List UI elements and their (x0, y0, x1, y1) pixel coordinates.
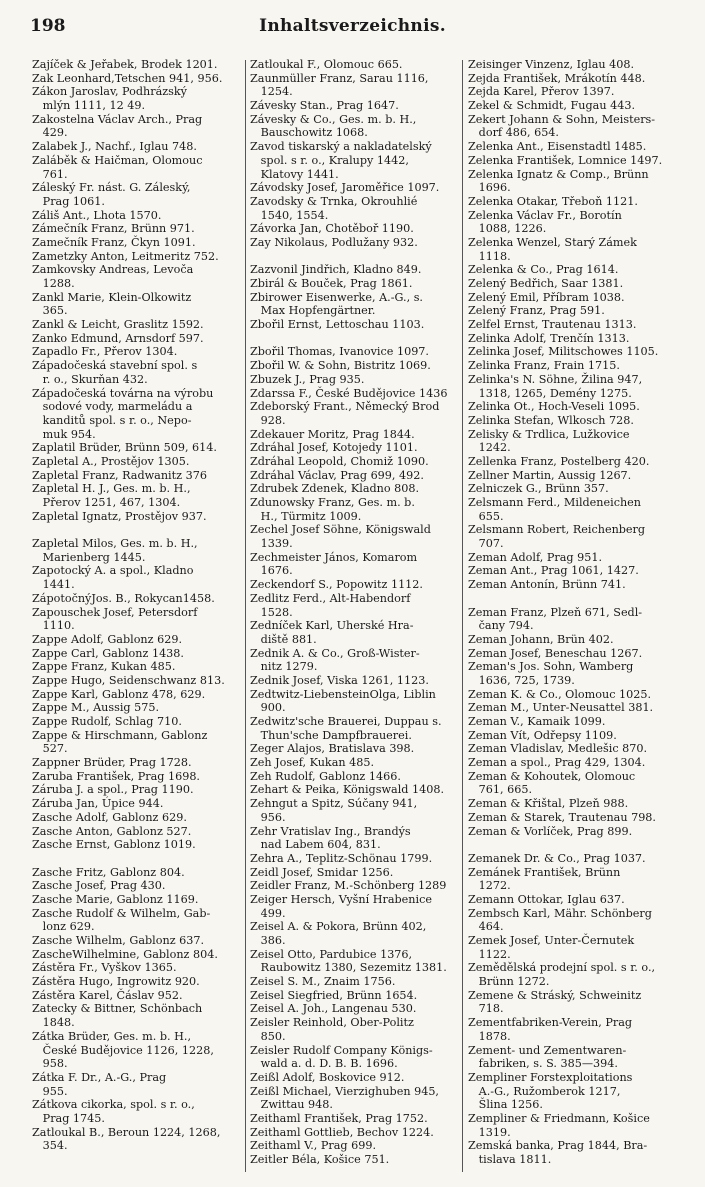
index-entry-line: 707. (468, 537, 504, 551)
index-entry-line: Zedtwitz-LiebensteinOlga, Liblin (250, 687, 436, 701)
index-entry-line: Zelenka Wenzel, Starý Zámek (468, 235, 637, 249)
index-entry-line: Zehra A., Teplitz-Schönau 1799. (250, 851, 433, 865)
index-entry-line: Zelený Bedřich, Saar 1381. (468, 277, 624, 290)
column-divider (245, 60, 246, 1172)
index-entry-line: Přerov 1251, 467, 1304. (32, 496, 181, 509)
index-entry-line (32, 852, 245, 866)
index-entry-line: Zelsmann Robert, Reichenberg (468, 523, 646, 537)
index-entry-line: Zeman Franz, Plzeň 671, Sedl- (468, 605, 643, 619)
index-entry-line: Záruba Jan, Úpice 944. (32, 797, 164, 811)
index-entry-line: Zembsch Karl, Mähr. Schönberg (468, 906, 652, 920)
index-entry-line: Zdekauer Moritz, Prag 1844. (250, 427, 415, 441)
index-entry-line: mlýn 1111, 12 49. (32, 99, 146, 113)
index-entry-line: Zeisel Otto, Pardubice 1376, (250, 947, 413, 961)
index-entry-line: Zasche Rudolf & Wilhelm, Gab- (32, 906, 211, 920)
index-entry-line: Zeman a spol., Prag 429, 1304. (468, 756, 646, 770)
index-entry-line: Zakostelna Václav Arch., Prag (32, 112, 203, 126)
index-entry-line: 1441. (32, 578, 75, 592)
index-entry-line: Zechmeister János, Komarom (250, 550, 418, 564)
index-entry-line: Zeißl Adolf, Boskovice 912. (250, 1070, 405, 1084)
index-entry-line: 429. (32, 126, 68, 140)
index-entry-line: Zalabek J., Nachf., Iglau 748. (32, 140, 197, 154)
index-entry-line: 1339. (250, 537, 293, 551)
index-entry-line: 1676. (250, 564, 293, 578)
index-entry-line: Zappner Brüder, Prag 1728. (32, 756, 192, 770)
index-entry-line: Zdráhal Leopold, Chomiž 1090. (250, 454, 429, 468)
index-entry-line: Zeisler Rudolf Company Königs- (250, 1043, 433, 1057)
index-entry-line: Zapletal Milos, Ges. m. b. H., (32, 537, 198, 551)
index-entry-line: spol. s r. o., Kralupy 1442, (250, 153, 409, 167)
index-entry-line: Zástěra Hugo, Ingrowitz 920. (32, 975, 200, 989)
index-entry-line: fabriken, s. S. 385—394. (468, 1057, 618, 1071)
index-entry-line: Zaunmüller Franz, Sarau 1116, (250, 71, 429, 85)
index-entry-line: čany 794. (468, 619, 534, 633)
index-entry-line: Západočeská stavební spol. s (32, 359, 198, 373)
index-entry-line: Zajíček & Jeřabek, Brodek 1201. (32, 58, 218, 71)
index-entry-line: 958. (32, 1057, 68, 1071)
index-entry-line: Zednik Josef, Viska 1261, 1123. (250, 673, 429, 687)
index-entry-line: Zaláběk & Haičman, Olomouc (32, 153, 203, 167)
index-entry-line: Zeisel A. & Pokora, Brünn 402, (250, 920, 427, 934)
index-entry-line: 761. (32, 167, 68, 181)
index-entry-line: Zdarssa F., České Budějovice 1436 (250, 386, 448, 400)
index-entry-line: Zelenka Ignatz & Comp., Brünn (468, 167, 649, 181)
index-entry-line: Zeithaml František, Prag 1752. (250, 1111, 428, 1125)
index-entry-line: Zeman Antonín, Brünn 741. (468, 578, 626, 592)
index-entry-line: Zelenka Václav Fr., Borotín (468, 208, 622, 222)
index-entry-line: Zbořil Ernst, Lettoschau 1103. (250, 318, 425, 332)
index-column-2 (250, 58, 463, 1167)
index-entry-line: Záruba J. a spol., Prag 1190. (32, 783, 194, 797)
index-entry-line: Zelniczek G., Brünn 357. (468, 482, 609, 496)
index-entry-line: Zappe Karl, Gablonz 478, 629. (32, 687, 206, 701)
index-entry-line: ZascheWilhelmine, Gablonz 804. (32, 947, 218, 961)
index-entry-line: Prag 1745. (32, 1111, 105, 1125)
index-entry-line: Zehngut a Spitz, Súčany 941, (250, 797, 418, 811)
index-entry-line: 1319. (468, 1125, 511, 1139)
index-entry-line: Zbořil Thomas, Ivanovice 1097. (250, 345, 429, 359)
index-entry-line: Zeidl Josef, Smidar 1256. (250, 865, 394, 879)
index-entry-line: 1088, 1226. (468, 222, 547, 236)
index-entry-line: Zelený Emil, Příbram 1038. (468, 290, 625, 304)
index-entry-line: 1696. (468, 181, 511, 195)
index-entry-line: Zechel Josef Söhne, Königswald (250, 523, 431, 537)
index-entry-line: 1878. (468, 1029, 511, 1043)
index-entry-line: Zeman Johann, Brün 402. (468, 632, 614, 646)
index-entry-line: 527. (32, 742, 68, 756)
index-entry-line: Zeman & Starek, Trautenau 798. (468, 810, 656, 824)
index-entry-line: 955. (32, 1084, 68, 1098)
index-entry-line: Západočeská továrna na výrobu (32, 386, 214, 400)
index-entry-line: Zejda František, Mrákotín 448. (468, 71, 646, 85)
index-entry-line: Zempliner Forstexploitations (468, 1070, 633, 1084)
index-entry-line: H., Türmitz 1009. (250, 509, 362, 523)
index-entry-line: Zeman & Kohoutek, Olomouc (468, 769, 636, 783)
index-entry-line: Raubowitz 1380, Sezemitz 1381. (250, 961, 447, 975)
index-entry-line: r. o., Skurňan 432. (32, 372, 148, 386)
index-entry-line: 718. (468, 1002, 504, 1016)
index-entry-line: Zástěra Karel, Čáslav 952. (32, 988, 183, 1002)
index-entry-line: Závesky & Co., Ges. m. b. H., (250, 112, 417, 126)
index-entry-line: 1848. (32, 1016, 75, 1030)
index-entry-line: Zelenka & Co., Prag 1614. (468, 263, 619, 277)
index-entry-line: Zeman M., Unter-Neusattel 381. (468, 701, 654, 715)
index-entry-line: 900. (250, 701, 286, 715)
page-header (0, 0, 705, 46)
index-entry-line: Zátka Brüder, Ges. m. b. H., (32, 1029, 192, 1043)
index-entry-line: Zavod tiskarský a nakladatelský (250, 140, 432, 154)
index-entry-line: Zak Leonhard,Tetschen 941, 956. (32, 71, 223, 85)
index-entry-line: Závodsky Josef, Jaroměřice 1097. (250, 181, 440, 195)
index-entry-line: wald a. d. D. B. B. 1696. (250, 1057, 398, 1071)
index-entry-line: Zeh Josef, Kukan 485. (250, 756, 375, 770)
index-entry-line: Zasche Wilhelm, Gablonz 637. (32, 934, 205, 947)
index-entry-line: Zementfabriken-Verein, Prag (468, 1016, 633, 1030)
index-entry-line: Zelfel Ernst, Trautenau 1313. (468, 318, 637, 332)
index-entry-line (468, 592, 681, 606)
index-entry-line: Zemek Josef, Unter-Černutek (468, 934, 635, 947)
index-entry-line: Zasche Ernst, Gablonz 1019. (32, 838, 196, 852)
index-entry-line: Zaplatil Brüder, Brünn 509, 614. (32, 441, 217, 455)
index-entry-line: Zeisler Reinhold, Ober-Politz (250, 1016, 414, 1030)
index-entry-line: Zátka F. Dr., A.-G., Prag (32, 1070, 167, 1084)
index-entry-line: Zement- und Zementwaren- (468, 1043, 627, 1057)
index-entry-line: Zappe M., Aussig 575. (32, 701, 160, 715)
index-entry-line: Zasche Anton, Gablonz 527. (32, 824, 192, 838)
index-entry-line: Zeman Vladislav, Medlešic 870. (468, 742, 648, 756)
page-title: Inhaltsverzeichnis. (259, 16, 446, 36)
index-entry-line: Zbirower Eisenwerke, A.-G., s. (250, 290, 423, 304)
index-entry-line: Thun'sche Dampfbrauerei. (250, 728, 412, 742)
index-entry-line: Zelinka Ot., Hoch-Veseli 1095. (468, 400, 640, 414)
index-entry-line: tislava 1811. (468, 1153, 552, 1166)
index-entry-line: Zbirál & Bouček, Prag 1861. (250, 277, 413, 290)
page-number: 198 (30, 16, 66, 36)
index-entry-line: Zekert Johann & Sohn, Meisters- (468, 112, 656, 126)
index-entry-line: Zekel & Schmidt, Fugau 443. (468, 99, 636, 113)
index-entry-line: Zapletal Franz, Radwanitz 376 (32, 468, 207, 482)
index-entry-line: Zatecky & Bittner, Schönbach (32, 1002, 203, 1016)
index-entry-line: Zappe Rudolf, Schlag 710. (32, 715, 182, 728)
index-entry-line: Zemanek Dr. & Co., Prag 1037. (468, 851, 646, 865)
index-entry-line: Klatovy 1441. (250, 167, 339, 181)
index-column-3 (468, 58, 681, 1167)
index-entry-line: dorf 486, 654. (468, 126, 559, 140)
index-entry-line: 1242. (468, 441, 511, 455)
index-entry-line: Bauschowitz 1068. (250, 126, 368, 140)
index-entry-line: Zasche Adolf, Gablonz 629. (32, 810, 187, 824)
index-entry-line: Zedlitz Ferd., Alt-Habendorf (250, 591, 411, 605)
index-entry-line: Závesky Stan., Prag 1647. (250, 99, 399, 113)
index-entry-line: Zapotocký A. a spol., Kladno (32, 564, 194, 578)
index-entry-line: Zehr Vratislav Ing., Brandýs (250, 824, 411, 838)
index-entry-line (468, 838, 681, 852)
index-entry-line: 1636, 725, 1739. (468, 673, 575, 687)
index-entry-line: Zappe Franz, Kukan 485. (32, 660, 176, 674)
index-entry-line: Zatloukal F., Olomouc 665. (250, 58, 403, 71)
index-entry-line: Zeman Ant., Prag 1061, 1427. (468, 564, 639, 578)
index-entry-line: Zelenka Ant., Eisenstadtl 1485. (468, 140, 647, 154)
index-entry-line: Záleský Fr. nást. G. Záleský, (32, 181, 191, 195)
index-entry-line: A.-G., Ružomberok 1217, (468, 1084, 621, 1098)
index-entry-line: Závorka Jan, Chotěboř 1190. (250, 222, 414, 236)
index-entry-line: Zeman K. & Co., Olomouc 1025. (468, 687, 652, 701)
index-entry-line: Zeißl Michael, Vierzighuben 945, (250, 1084, 439, 1098)
index-entry-line: 761, 665. (468, 783, 533, 797)
index-entry-line: Zeisel A. Joh., Langenau 530. (250, 1002, 417, 1016)
index-entry-line: Zatloukal B., Beroun 1224, 1268, (32, 1125, 221, 1139)
index-entry-line: Marienberg 1445. (32, 550, 146, 564)
index-entry-line: 1288. (32, 277, 75, 290)
index-entry-line: Zempliner & Friedmann, Košice (468, 1111, 650, 1125)
index-column-1 (32, 58, 245, 1153)
index-entry-line: Šlina 1256. (468, 1098, 543, 1112)
index-entry-line: 928. (250, 413, 286, 427)
index-entry-line: Zbuzek J., Prag 935. (250, 372, 365, 386)
index-entry-line: Zemene & Stráský, Schweinitz (468, 988, 642, 1002)
index-entry-line: Zástěra Fr., Vyškov 1365. (32, 961, 177, 975)
index-entry-line: Zelsmann Ferd., Mildeneichen (468, 496, 642, 509)
index-entry-line: 1118. (468, 249, 511, 263)
index-entry-line: Zemánek František, Brünn (468, 865, 621, 879)
index-entry-line: Zeman Vít, Odřepsy 1109. (468, 728, 617, 742)
index-entry-line: ZápotočnýJos. B., Rokycan1458. (32, 591, 215, 605)
index-entry-line: Zapouschek Josef, Petersdorf (32, 605, 198, 619)
index-entry-line: Zasche Josef, Prag 430. (32, 879, 166, 893)
index-entry-line: Zelenka Otakar, Třeboň 1121. (468, 194, 638, 208)
index-entry-line: Zelisky & Trdlica, Lužkovice (468, 427, 630, 441)
index-entry-line: Zellner Martin, Aussig 1267. (468, 468, 632, 482)
index-entry-line: 1122. (468, 947, 511, 961)
index-entry-line: Zasche Marie, Gablonz 1169. (32, 892, 199, 906)
index-entry-line: Zeidler Franz, M.-Schönberg 1289 (250, 879, 447, 893)
index-entry-line: Zedníček Karl, Uherské Hra- (250, 619, 414, 633)
index-entry-line: 850. (250, 1029, 286, 1043)
index-entry-line: Zaruba František, Prag 1698. (32, 769, 200, 783)
index-entry-line: Zavodsky & Trnka, Okrouhlié (250, 194, 418, 208)
index-entry-line: kanditů spol. s r. o., Nepo- (32, 413, 192, 427)
index-entry-line: Zbořil W. & Sohn, Bistritz 1069. (250, 359, 431, 373)
index-entry-line: 956. (250, 810, 286, 824)
index-entry-line: Záliš Ant., Lhota 1570. (32, 208, 162, 222)
index-entry-line: 499. (250, 906, 286, 920)
index-entry-line: Zákon Jaroslav, Podhrázský (32, 85, 187, 99)
index-entry-line: Zankl Marie, Klein-Olkowitz (32, 290, 192, 304)
index-entry-line: 1318, 1265, Demény 1275. (468, 386, 632, 400)
index-entry-line: Zay Nikolaus, Podlužany 932. (250, 235, 418, 249)
index-entry-line (250, 250, 463, 264)
index-entry-line: Zelinka Stefan, Wlkosch 728. (468, 413, 634, 427)
index-entry-line: Zeisel S. M., Znaim 1756. (250, 975, 396, 989)
index-entry-line: České Budějovice 1126, 1228, (32, 1043, 214, 1057)
index-entry-line: Zehart & Peika, Königswald 1408. (250, 783, 445, 797)
index-entry-line: Zeman & Vorlíček, Prag 899. (468, 824, 633, 838)
index-entry-line: 354. (32, 1139, 68, 1153)
index-entry-line: Zappe & Hirschmann, Gablonz (32, 728, 208, 742)
index-entry-line: Zapletal H. J., Ges. m. b. H., (32, 482, 191, 496)
index-entry-line: 1272. (468, 879, 511, 893)
index-entry-line: Zamečník Franz, Čkyn 1091. (32, 235, 196, 249)
index-entry-line: diště 881. (250, 632, 317, 646)
index-entry-line: Zankl & Leicht, Graslitz 1592. (32, 318, 204, 332)
index-entry-line: muk 954. (32, 427, 96, 441)
index-entry-line: Zanko Edmund, Arnsdorf 597. (32, 331, 204, 345)
index-entry-line: Zeger Alajos, Bratislava 398. (250, 742, 415, 756)
index-entry-line: nitz 1279. (250, 660, 318, 674)
index-entry-line: 1254. (250, 85, 293, 99)
index-entry-line: lonz 629. (32, 920, 95, 934)
index-entry-line: Zednik A. & Co., Groß-Wister- (250, 646, 420, 660)
index-entry-line: Zemann Ottokar, Iglau 637. (468, 892, 625, 906)
index-entry-line: Zappe Adolf, Gablonz 629. (32, 632, 182, 646)
index-entry-line: Zeiger Hersch, Vyšní Hrabenice (250, 892, 432, 906)
index-entry-line (250, 332, 463, 346)
index-entry-line: 1528. (250, 605, 293, 619)
index-entry-line: Zwittau 948. (250, 1098, 333, 1112)
index-entry-line: Zdráhal Josef, Kotojedy 1101. (250, 441, 418, 455)
index-entry-line: Zelinka Josef, Militschowes 1105. (468, 345, 659, 359)
index-entry-line: Zametzky Anton, Leitmeritz 752. (32, 249, 219, 263)
index-entry-line: Zedwitz'sche Brauerei, Duppau s. (250, 715, 442, 728)
index-entry-line: Zeman & Křištal, Plzeň 988. (468, 797, 629, 811)
index-entry-line: 1540, 1554. (250, 208, 329, 222)
index-entry-line: Zdrubek Zdenek, Kladno 808. (250, 482, 420, 496)
index-entry-line: Zeisinger Vinzenz, Iglau 408. (468, 58, 635, 71)
index-entry-line: Zeckendorf S., Popowitz 1112. (250, 578, 423, 592)
index-entry-line: Zelinka's N. Söhne, Žilina 947, (468, 372, 643, 386)
index-entry-line: Brünn 1272. (468, 975, 550, 989)
index-entry-line: Zasche Fritz, Gablonz 804. (32, 865, 185, 879)
index-entry-line: Zelenka František, Lomnice 1497. (468, 153, 663, 167)
index-entry-line: Zeithaml Gottlieb, Bechov 1224. (250, 1125, 434, 1139)
index-entry-line: Zeitler Béla, Košice 751. (250, 1153, 390, 1166)
index-entry-line: Zapadlo Fr., Přerov 1304. (32, 345, 178, 359)
index-entry-line: Zeithaml V., Prag 699. (250, 1139, 377, 1153)
index-entry-line: Zeman's Jos. Sohn, Wamberg (468, 660, 634, 674)
index-entry-line (32, 523, 245, 537)
index-entry-line: Zamkovsky Andreas, Levoča (32, 263, 194, 277)
index-entry-line: Zelený Franz, Prag 591. (468, 304, 605, 318)
index-entry-line: 464. (468, 920, 504, 934)
index-entry-line: Zeman Josef, Beneschau 1267. (468, 646, 643, 660)
index-entry-line: Zelinka Franz, Frain 1715. (468, 359, 620, 373)
index-entry-line: 386. (250, 934, 286, 947)
index-entry-line: Zazvonil Jindřich, Kladno 849. (250, 263, 422, 277)
index-entry-line: Zámečník Franz, Brünn 971. (32, 222, 195, 236)
index-entry-line: Prag 1061. (32, 194, 105, 208)
index-entry-line: sodové vody, marmeládu a (32, 400, 193, 414)
index-entry-line: Zdunowsky Franz, Ges. m. b. (250, 496, 415, 509)
index-entry-line: 1110. (32, 619, 75, 633)
index-entry-line: 655. (468, 509, 504, 523)
index-entry-line: Zeman V., Kamaik 1099. (468, 715, 606, 728)
index-entry-line: Zapletal Ignatz, Prostějov 937. (32, 509, 207, 523)
index-entry-line: Zeh Rudolf, Gablonz 1466. (250, 769, 401, 783)
index-entry-line: Zeisel Siegfried, Brünn 1654. (250, 988, 418, 1002)
index-entry-line: nad Labem 604, 831. (250, 838, 381, 852)
index-entry-line: 365. (32, 304, 68, 318)
index-entry-line: Zeman Adolf, Prag 951. (468, 550, 603, 564)
index-entry-line: Zapletal A., Prostějov 1305. (32, 454, 190, 468)
index-entry-line: Zdráhal Václav, Prag 699, 492. (250, 468, 424, 482)
index-entry-line: Zemská banka, Prag 1844, Bra- (468, 1139, 648, 1153)
index-entry-line: Zejda Karel, Přerov 1397. (468, 85, 615, 99)
index-entry-line: Zemědělská prodejní spol. s r. o., (468, 961, 656, 975)
index-entry-line: Zellenka Franz, Postelberg 420. (468, 454, 650, 468)
index-entry-line: Zappe Carl, Gablonz 1438. (32, 646, 184, 660)
index-entry-line: Zátkova cikorka, spol. s r. o., (32, 1098, 195, 1112)
index-entry-line: Zappe Hugo, Seidenschwanz 813. (32, 673, 225, 687)
index-entry-line: Zelinka Adolf, Trenčín 1313. (468, 331, 630, 345)
index-entry-line: Max Hopfengärtner. (250, 304, 376, 318)
index-entry-line: Zdeborský Frant., Německý Brod (250, 400, 440, 414)
